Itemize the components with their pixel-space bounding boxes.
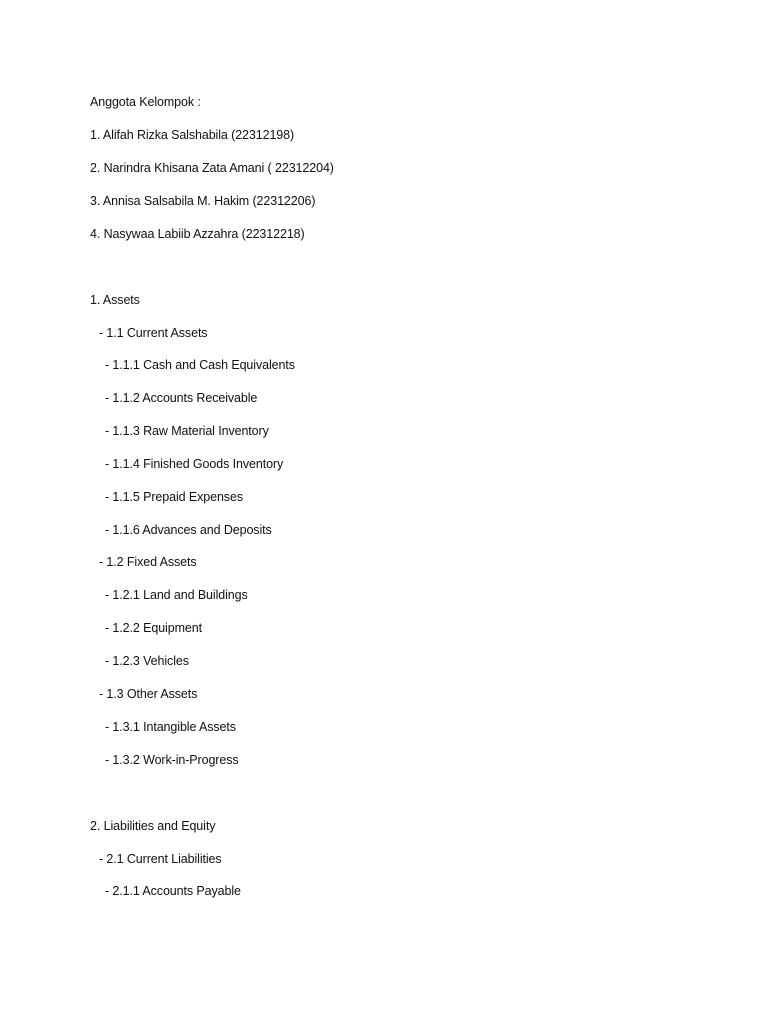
account-level-3: - 1.3.2 Work-in-Progress: [105, 753, 239, 767]
account-level-2: - 1.1 Current Assets: [99, 326, 208, 340]
account-level-3: - 2.1.1 Accounts Payable: [105, 884, 241, 898]
account-level-3: - 1.1.6 Advances and Deposits: [105, 523, 272, 537]
account-level-3: - 1.1.4 Finished Goods Inventory: [105, 457, 284, 471]
group-member: 1. Alifah Rizka Salshabila (22312198): [90, 128, 295, 142]
group-member: 4. Nasywaa Labiib Azzahra (22312218): [90, 227, 305, 241]
account-level-3: - 1.3.1 Intangible Assets: [105, 720, 236, 734]
account-level-2: - 1.2 Fixed Assets: [99, 555, 197, 569]
account-level-2: - 2.1 Current Liabilities: [99, 852, 222, 866]
account-level-3: - 1.1.1 Cash and Cash Equivalents: [105, 358, 295, 372]
account-level-3: - 1.1.2 Accounts Receivable: [105, 391, 258, 405]
account-level-3: - 1.1.3 Raw Material Inventory: [105, 424, 269, 438]
group-heading: Anggota Kelompok :: [90, 95, 201, 109]
group-member: 2. Narindra Khisana Zata Amani ( 22312204): [90, 161, 334, 175]
account-level-3: - 1.1.5 Prepaid Expenses: [105, 490, 243, 504]
account-level-1: 2. Liabilities and Equity: [90, 819, 216, 833]
account-level-1: 1. Assets: [90, 293, 140, 307]
group-member: 3. Annisa Salsabila M. Hakim (22312206): [90, 194, 316, 208]
account-level-3: - 1.2.3 Vehicles: [105, 654, 189, 668]
account-level-3: - 1.2.2 Equipment: [105, 621, 202, 635]
account-level-3: - 1.2.1 Land and Buildings: [105, 588, 248, 602]
account-level-2: - 1.3 Other Assets: [99, 687, 198, 701]
